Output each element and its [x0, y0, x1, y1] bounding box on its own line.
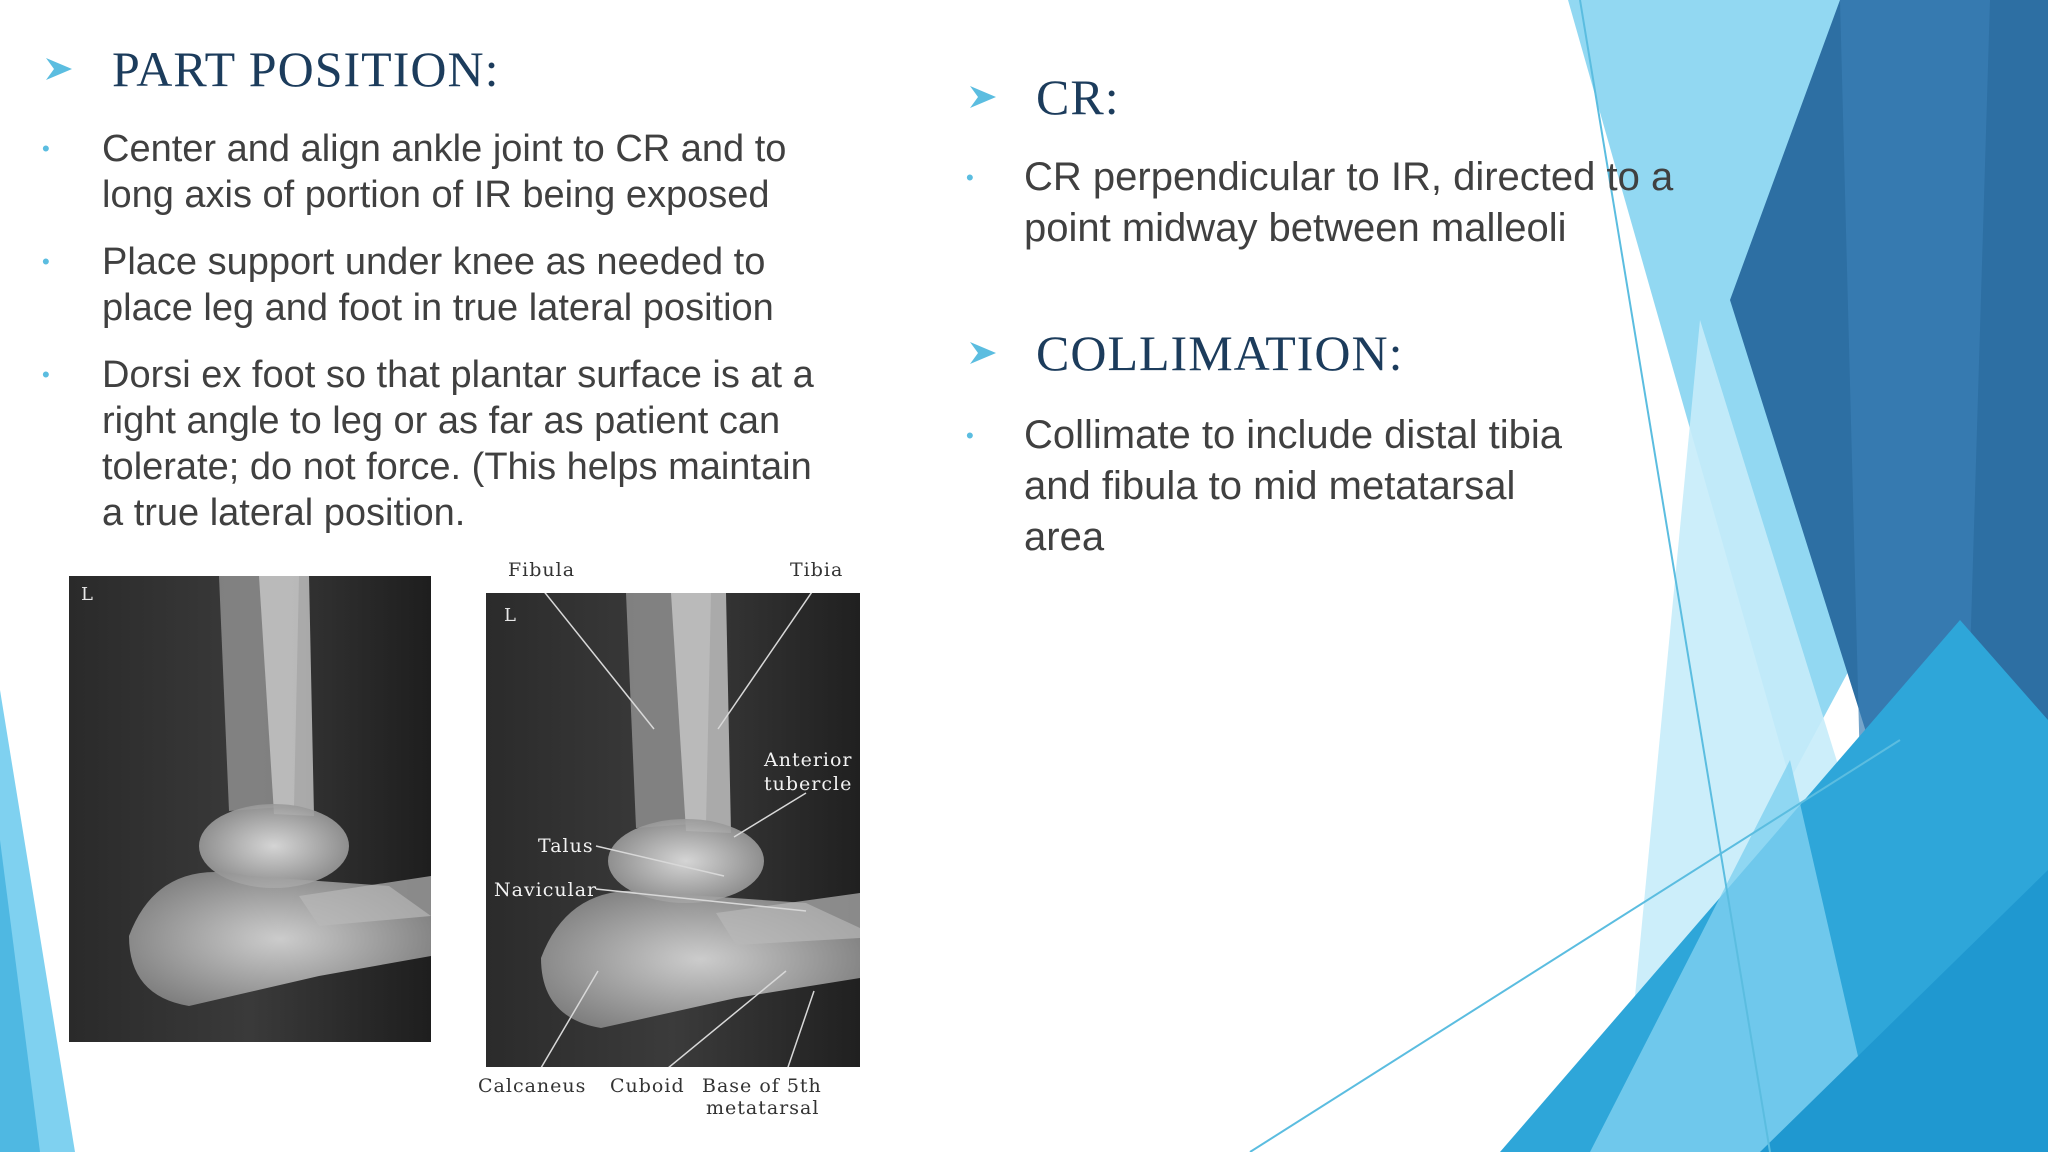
list-item — [42, 239, 822, 331]
bullet-dot-icon: • — [966, 165, 974, 190]
bullet-text: Dorsi ex foot so that plantar surface is at a right angle to leg or as far as patient can tolerate; do not force. (This helps maintain a true lateral position. — [102, 354, 814, 534]
cr-heading — [968, 68, 1120, 126]
bullet-text: CR perpendicular to IR, directed to a point midway between malleoli — [1024, 155, 1674, 250]
bullet-dot-icon: • — [966, 423, 974, 448]
collimation-list — [966, 410, 1606, 563]
label-calcaneus: Calcaneus — [478, 1075, 587, 1097]
list-item — [42, 126, 822, 218]
heading-text: CR: — [1036, 69, 1120, 125]
cr-list — [966, 152, 1686, 254]
bullet-text: Collimate to include distal tibia and fibula to mid metatarsal area — [1024, 413, 1563, 559]
part-position-list — [42, 126, 822, 536]
label-talus: Talus — [538, 835, 594, 857]
label-metatarsal: metatarsal — [706, 1097, 820, 1119]
bullet-dot-icon: • — [42, 136, 50, 161]
label-anterior-tubercle-2: tubercle — [764, 773, 853, 795]
list-item — [966, 152, 1686, 254]
label-tibia: Tibia — [790, 559, 844, 581]
bullet-dot-icon: • — [42, 362, 50, 387]
list-item — [966, 410, 1606, 563]
xray-marker: L — [81, 584, 93, 605]
label-cuboid: Cuboid — [610, 1075, 685, 1097]
xray-marker: L — [504, 605, 516, 626]
arrow-bullet-icon — [44, 54, 74, 84]
ankle-lateral-xray — [69, 576, 431, 1042]
heading-text: PART POSITION: — [112, 41, 500, 97]
arrow-bullet-icon — [968, 82, 998, 112]
list-item — [42, 352, 822, 536]
bullet-dot-icon: • — [42, 249, 50, 274]
arrow-bullet-icon — [968, 338, 998, 368]
label-anterior-tubercle-1: Anterior — [764, 749, 853, 771]
ankle-labeled-xray-image — [486, 593, 860, 1067]
bullet-text: Place support under knee as needed to place leg and foot in true lateral position — [102, 241, 774, 329]
collimation-heading — [968, 324, 1404, 382]
label-base-of-5th: Base of 5th — [702, 1075, 822, 1097]
part-position-heading — [44, 40, 500, 98]
label-navicular: Navicular — [494, 879, 598, 901]
heading-text: COLLIMATION: — [1036, 325, 1404, 381]
bullet-text: Center and align ankle joint to CR and to long axis of portion of IR being exposed — [102, 128, 787, 216]
label-fibula: Fibula — [508, 559, 576, 581]
ankle-labeled-xray — [470, 555, 870, 1125]
